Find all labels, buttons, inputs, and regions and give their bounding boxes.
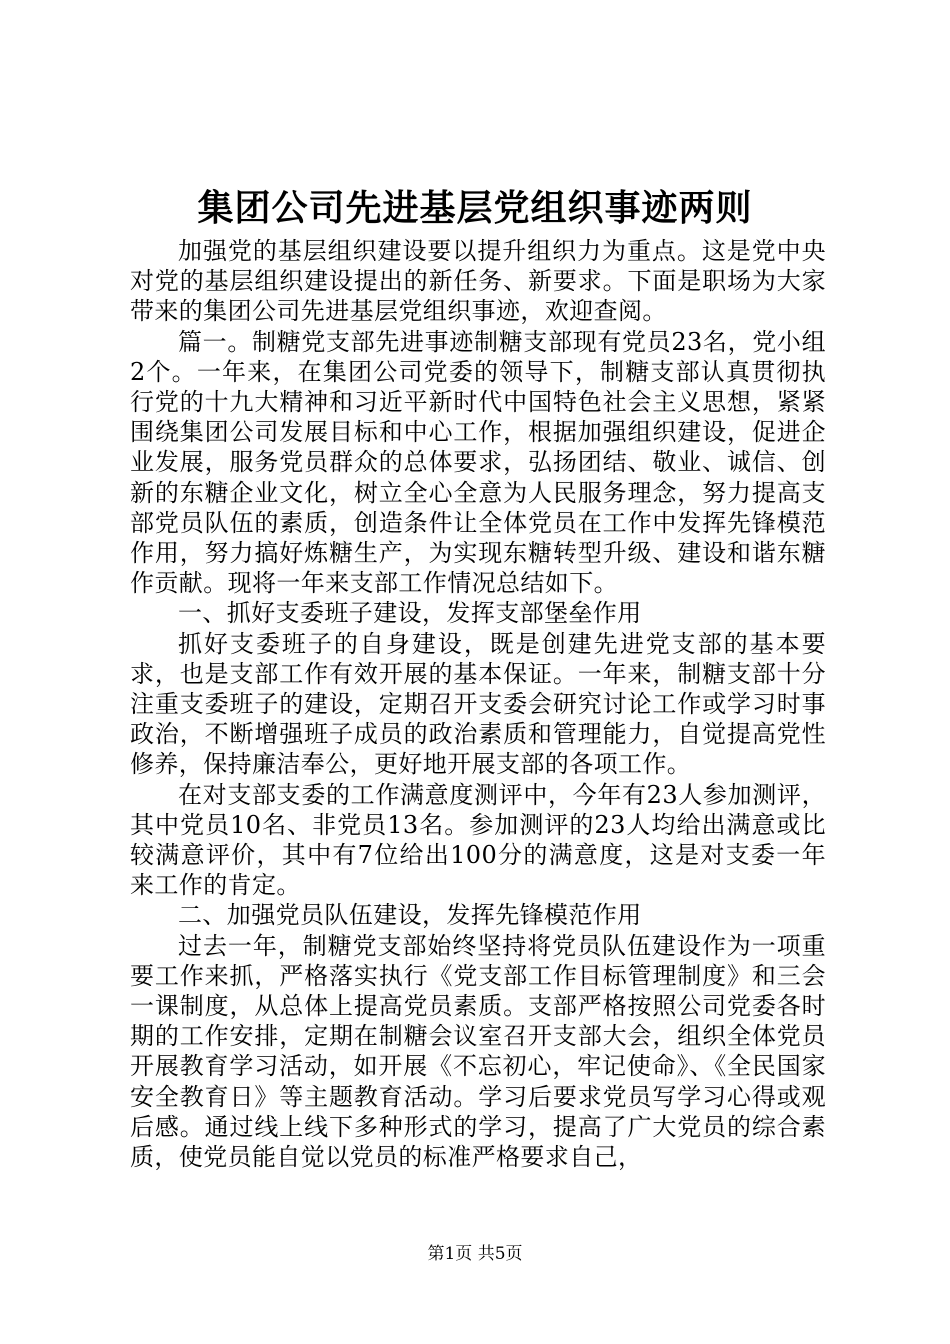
paragraph-committee-building: 抓好支委班子的自身建设，既是创建先进党支部的基本要求，也是支部工作有效开展的基本保证。一年来，制糖支部十分注重支委班子的建设，定期召开支委会研究讨论工作或学习时事政治，不断增强班子成员的政治素质和管理能力，自觉提高党性修养，保持廉洁奉公，更好地开展支部的各项工作。 bbox=[130, 629, 826, 779]
document-title: 集团公司先进基层党组织事迹两则 bbox=[197, 187, 753, 229]
paragraph-satisfaction-survey: 在对支部支委的工作满意度测评中，今年有23人参加测评，其中党员10名、非党员13名。参加测评的23人均给出满意或比较满意评价，其中有7位给出100分的满意度，这是对支委一年来工作的肯定。 bbox=[130, 780, 826, 900]
paragraph-member-building: 过去一年，制糖党支部始终坚持将党员队伍建设作为一项重要工作来抓，严格落实执行《党支部工作目标管理制度》和三会一课制度，从总体上提高党员素质。支部严格按照公司党委各时期的工作安排，定期在制糖会议室召开支部大会，组织全体党员开展教育学习活动，如开展《不忘初心，牢记使命》、《全民国家安全教育日》等主题教育活动。学习后要求党员写学习心得或观后感。通过线上线下多种形式的学习，提高了广大党员的综合素质，使党员能自觉以党员的标准严格要求自己， bbox=[130, 931, 826, 1172]
section-heading-1: 一、抓好支委班子建设，发挥支部堡垒作用 bbox=[178, 599, 642, 628]
document-body bbox=[130, 236, 826, 1172]
paragraph-part-one: 篇一。制糖党支部先进事迹制糖支部现有党员23名，党小组2个。一年来，在集团公司党委的领导下，制糖支部认真贯彻执行党的十九大精神和习近平新时代中国特色社会主义思想，紧紧围绕集团公司发展目标和中心工作，根据加强组织建设，促进企业发展，服务党员群众的总体要求，弘扬团结、敬业、诚信、创新的东糖企业文化，树立全心全意为人民服务理念，努力提高支部党员队伍的素质，创造条件让全体党员在工作中发挥先锋模范作用，努力搞好炼糖生产，为实现东糖转型升级、建设和谐东糖作贡献。现将一年来支部工作情况总结如下。 bbox=[130, 327, 826, 598]
section-heading-2: 二、加强党员队伍建设，发挥先锋模范作用 bbox=[178, 901, 642, 930]
page-number-footer: 第1页 共5页 bbox=[427, 1244, 523, 1264]
paragraph-intro: 加强党的基层组织建设要以提升组织力为重点。这是党中央对党的基层组织建设提出的新任务、新要求。下面是职场为大家带来的集团公司先进基层党组织事迹，欢迎查阅。 bbox=[130, 237, 826, 326]
